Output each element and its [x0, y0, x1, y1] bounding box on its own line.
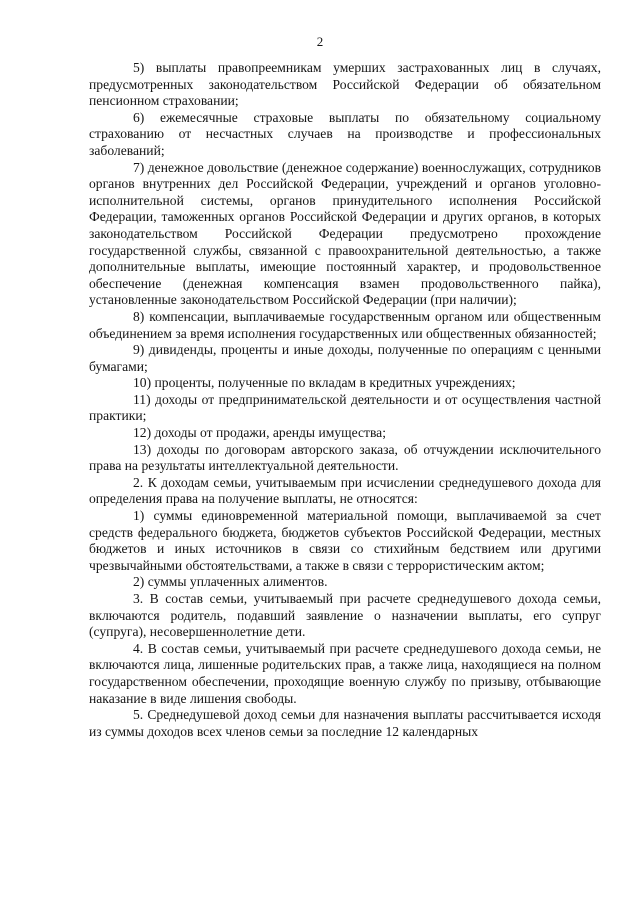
page-number: 2: [316, 34, 324, 49]
document-body: [89, 60, 601, 740]
paragraph-section-5: 5. Среднедушевой доход семьи для назначения выплаты рассчитывается исходя из суммы доходов всех членов семьи за последние 12 календарных: [89, 707, 601, 739]
paragraph-section-2: 2. К доходам семьи, учитываемым при исчислении среднедушевого дохода для определения права на получение выплаты, не относятся:: [89, 474, 601, 507]
paragraph-section-4: 4. В состав семьи, учитываемый при расчете среднедушевого дохода семьи, не включаются лица, лишенные родительских прав, а также лица, находящиеся на полном государственном обеспечении, проходящие военную службу по призыву, отбывающие наказание в виде лишения свободы.: [89, 640, 601, 706]
paragraph-item-5: 5) выплаты правопреемникам умерших застрахованных лиц в случаях, предусмотренных законодательством Российской Федерации об обязательном пенсионном страховании;: [89, 60, 601, 109]
paragraph-section-2-item-2: 2) суммы уплаченных алиментов.: [133, 574, 328, 590]
paragraph-item-6: 6) ежемесячные страховые выплаты по обязательному социальному страхованию от несчастных случаев на производстве и профессиональных заболеваний;: [89, 109, 601, 158]
paragraph-item-9: 9) дивиденды, проценты и иные доходы, полученные по операциям с ценными бумагами;: [89, 342, 601, 374]
paragraph-section-2-item-1: 1) суммы единовременной материальной помощи, выплачиваемой за счет средств федерального бюджета, бюджетов субъектов Российской Федерации, местных бюджетов и иных источников в связи со стихийным бедствием или другими чрезвычайными обстоятельствами, а также в связи с террористическим актом;: [89, 508, 601, 573]
paragraph-item-12: 12) доходы от продажи, аренды имущества;: [133, 425, 386, 441]
paragraph-section-3: 3. В состав семьи, учитываемый при расчете среднедушевого дохода семьи, включаются родитель, подавший заявление о назначении выплаты, его супруг (супруга), несовершеннолетние дети.: [89, 591, 601, 640]
paragraph-item-10: 10) проценты, полученные по вкладам в кредитных учреждениях;: [133, 375, 516, 391]
paragraph-item-7: 7) денежное довольствие (денежное содержание) военнослужащих, сотрудников органов внутренних дел Российской Федерации, учреждений и органов уголовно-исполнительной системы, органов принудительного исполнения Российской Федерации, таможенных органов Российской Федерации и других органов, в которых законодательством Российской Федерации предусмотрено прохождение государственной службы, связанной с правоохранительной деятельностью, а также дополнительные выплаты, имеющие постоянный характер, и продовольственное обеспечение (денежная компенсация взамен продовольственного пайка), установленные законодательством Российской Федерации (при наличии);: [89, 159, 601, 308]
paragraph-item-8: 8) компенсации, выплачиваемые государственным органом или общественным объединением за время исполнения государственных или общественных обязанностей;: [89, 308, 601, 341]
paragraph-item-13: 13) доходы по договорам авторского заказа, об отчуждении исключительного права на результаты интеллектуальной деятельности.: [89, 441, 601, 474]
paragraph-item-11: 11) доходы от предпринимательской деятельности и от осуществления частной практики;: [89, 391, 601, 424]
